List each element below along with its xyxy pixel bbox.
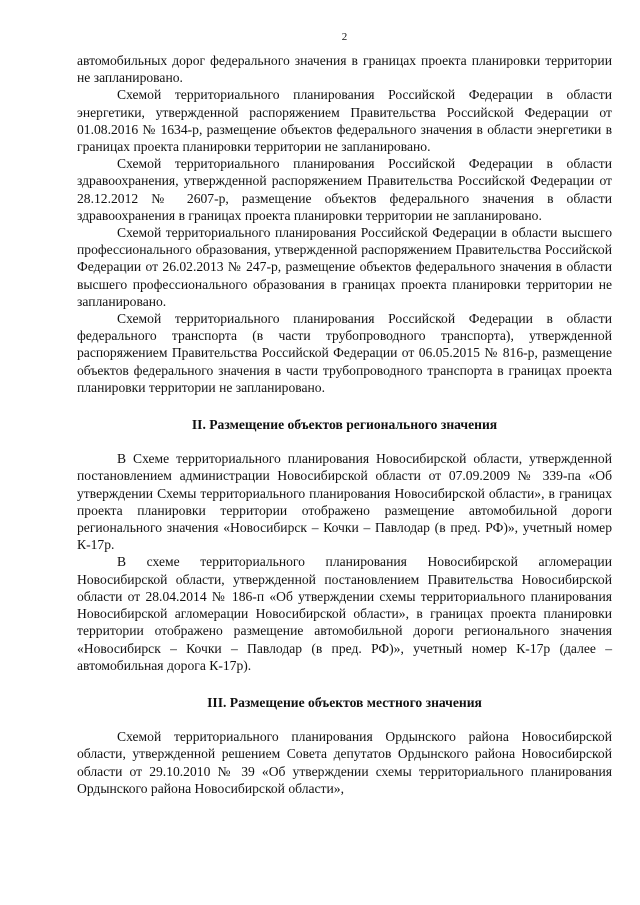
paragraph: В Схеме территориального планирования Новосибирской области, утвержденной постановлением администрации Новосибирской области от 07.09.2009 № 339-па «Об утверждении Схемы территориального планирования Новосибирской области», в границах проекта планировки территории отображено размещение автомобильной дороги регионального значения «Новосибирск – Кочки – Павлодар (в пред. РФ)», учетный номер К-17р. [77,451,612,553]
document-body [77,52,612,797]
section-heading-regional: II. Размещение объектов регионального значения [191,417,498,433]
page-number: 2 [341,31,348,43]
paragraph: Схемой территориального планирования Российской Федерации в области высшего профессионального образования, утвержденной распоряжением Правительства Российской Федерации от 26.02.2013 № 247-р, размещение объектов федерального значения в области высшего профессионального образования в границах проекта планировки территории не запланировано. [77,225,612,309]
paragraph: Схемой территориального планирования Российской Федерации в области федерального транспорта (в части трубопроводного транспорта), утвержденной распоряжением Правительства Российской Федерации от 06.05.2015 № 816-р, размещение объектов федерального значения в части трубопроводного транспорта в границах проекта планировки территории не запланировано. [77,311,612,395]
paragraph: В схеме территориального планирования Новосибирской агломерации Новосибирской области, утвержденной постановлением Правительства Новосибирской области от 28.04.2014 № 186-п «Об утверждении схемы территориального планирования Новосибирской агломерации Новосибирской области», в границах проекта планировки территории отображено размещение автомобильной дороги регионального значения «Новосибирск – Кочки – Павлодар (в пред. РФ)», учетный номер К-17р (далее – автомобильная дорога К-17р). [77,554,612,673]
paragraph: автомобильных дорог федерального значения в границах проекта планировки территории не запланировано. [77,53,612,86]
paragraph: Схемой территориального планирования Ордынского района Новосибирской области, утвержденной решением Совета депутатов Ордынского района Новосибирской области от 29.10.2010 № 39 «Об утверждении схемы территориального планирования Ордынского района Новосибирской области», [77,729,612,796]
section-heading-local: III. Размещение объектов местного значения [207,694,482,710]
paragraph: Схемой территориального планирования Российской Федерации в области здравоохранения, утвержденной распоряжением Правительства Российской Федерации от 28.12.2012 № 2607-р, размещение объектов федерального значения в области здравоохранения в границах проекта планировки территории не запланировано. [77,156,612,223]
paragraph: Схемой территориального планирования Российской Федерации в области энергетики, утвержденной распоряжением Правительства Российской Федерации от 01.08.2016 № 1634-р, размещение объектов федерального значения в области энергетики в границах проекта планировки территории не запланировано. [77,87,612,155]
